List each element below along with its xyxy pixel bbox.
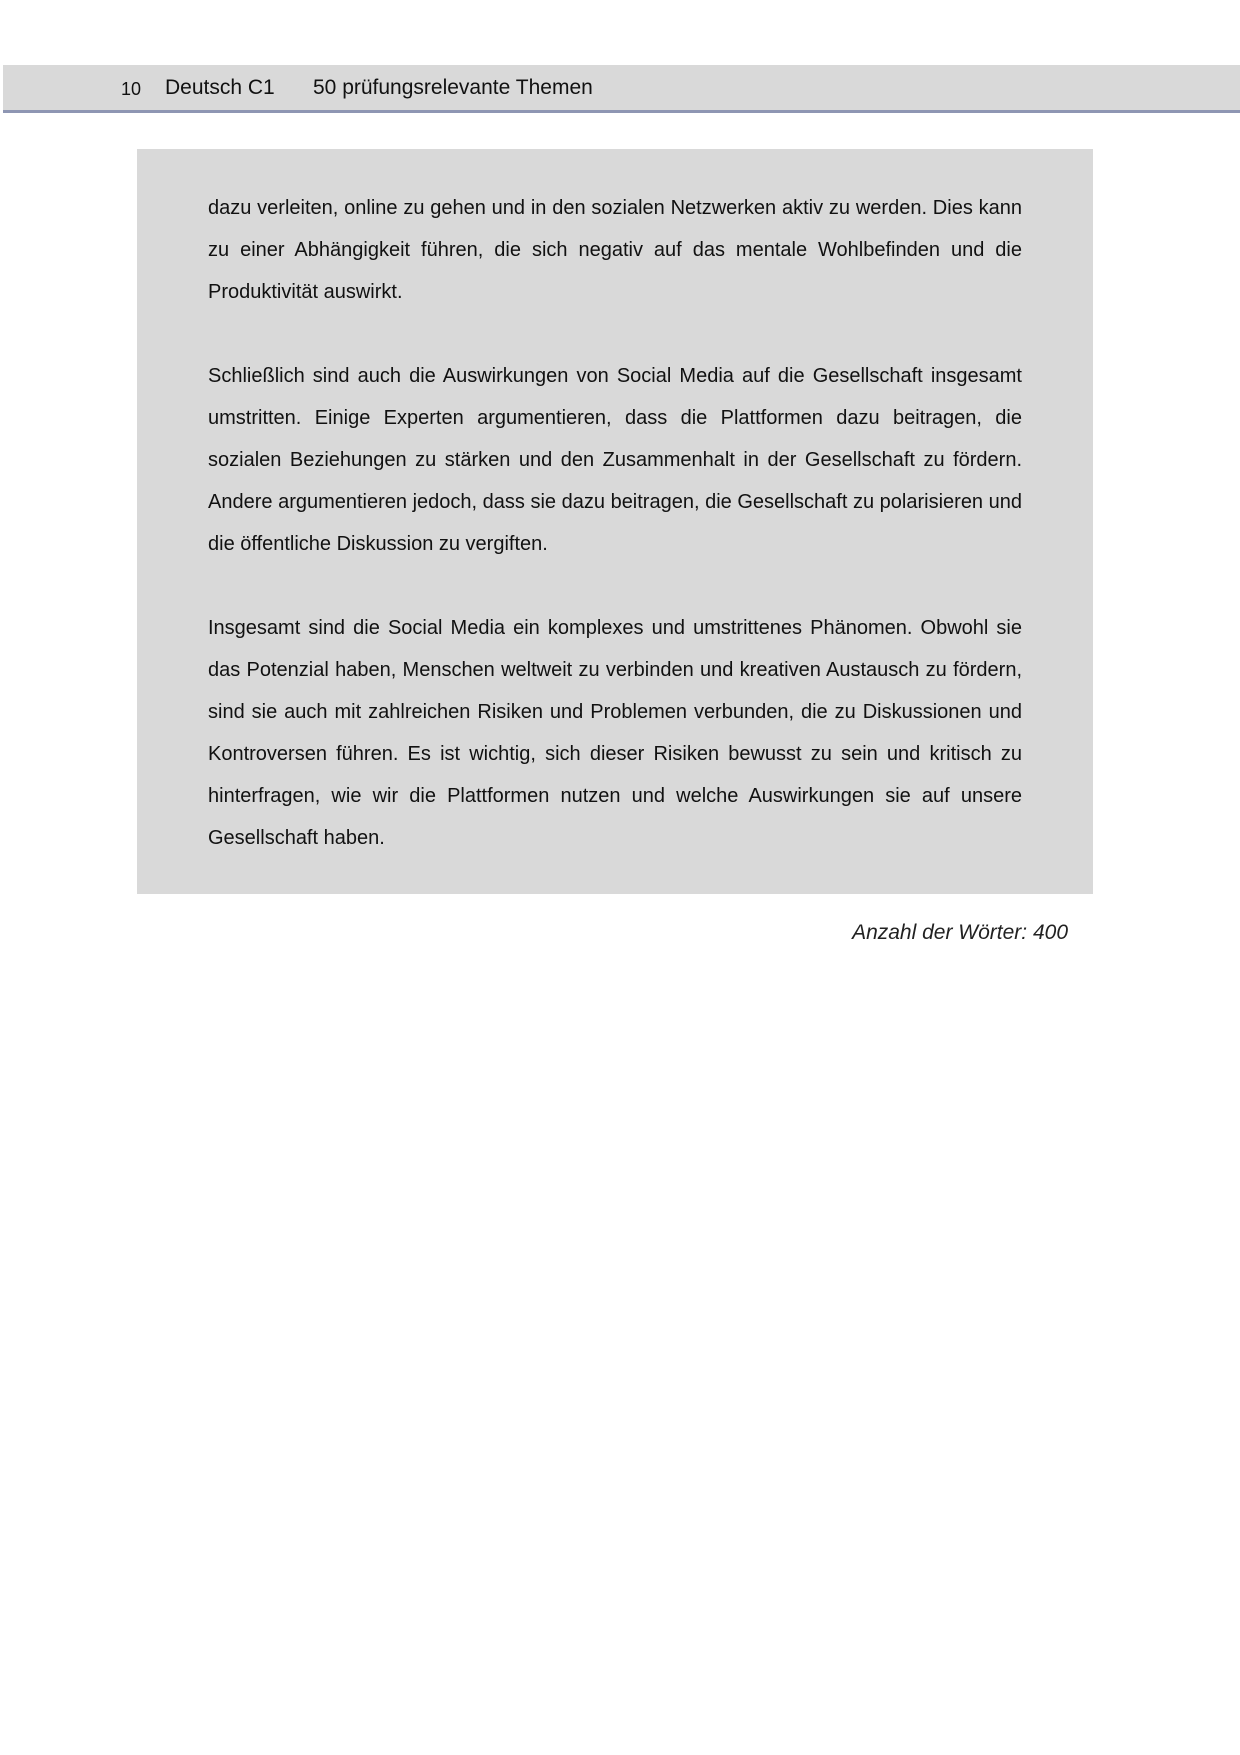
essay-text-box <box>137 149 1093 894</box>
word-count: Anzahl der Wörter: 400 <box>852 921 1068 944</box>
book-subtitle: 50 prüfungsrelevante Themen <box>313 76 593 99</box>
essay-paragraph-1: dazu verleiten, online zu gehen und in den sozialen Netzwerken aktiv zu werden. Dies kann zu einer Abhängigkeit führen, die sich negativ auf das mentale Wohlbefinden und die Produktivität auswirkt. <box>208 197 1022 303</box>
course-title: Deutsch C1 <box>165 76 275 99</box>
page-number: 10 <box>121 79 142 99</box>
essay-paragraph-2: Schließlich sind auch die Auswirkungen von Social Media auf die Gesellschaft insgesamt umstritten. Einige Experten argumentieren, dass die Plattformen dazu beitragen, die sozialen Beziehungen zu stärken und den Zusammenhalt in der Gesellschaft zu fördern. Andere argumentieren jedoch, dass sie dazu beitragen, die Gesellschaft zu polarisieren und die öffentliche Diskussion zu vergiften. <box>208 365 1022 555</box>
page-header <box>3 65 1240 113</box>
essay-paragraph-3: Insgesamt sind die Social Media ein komplexes und umstrittenes Phänomen. Obwohl sie das Potenzial haben, Menschen weltweit zu verbinden und kreativen Austausch zu fördern, sind sie auch mit zahlreichen Risiken und Problemen verbunden, die zu Diskussionen und Kontroversen führen. Es ist wichtig, sich dieser Risiken bewusst zu sein und kritisch zu hinterfragen, wie wir die Plattformen nutzen und welche Auswirkungen sie auf unsere Gesellschaft haben. <box>208 617 1022 849</box>
